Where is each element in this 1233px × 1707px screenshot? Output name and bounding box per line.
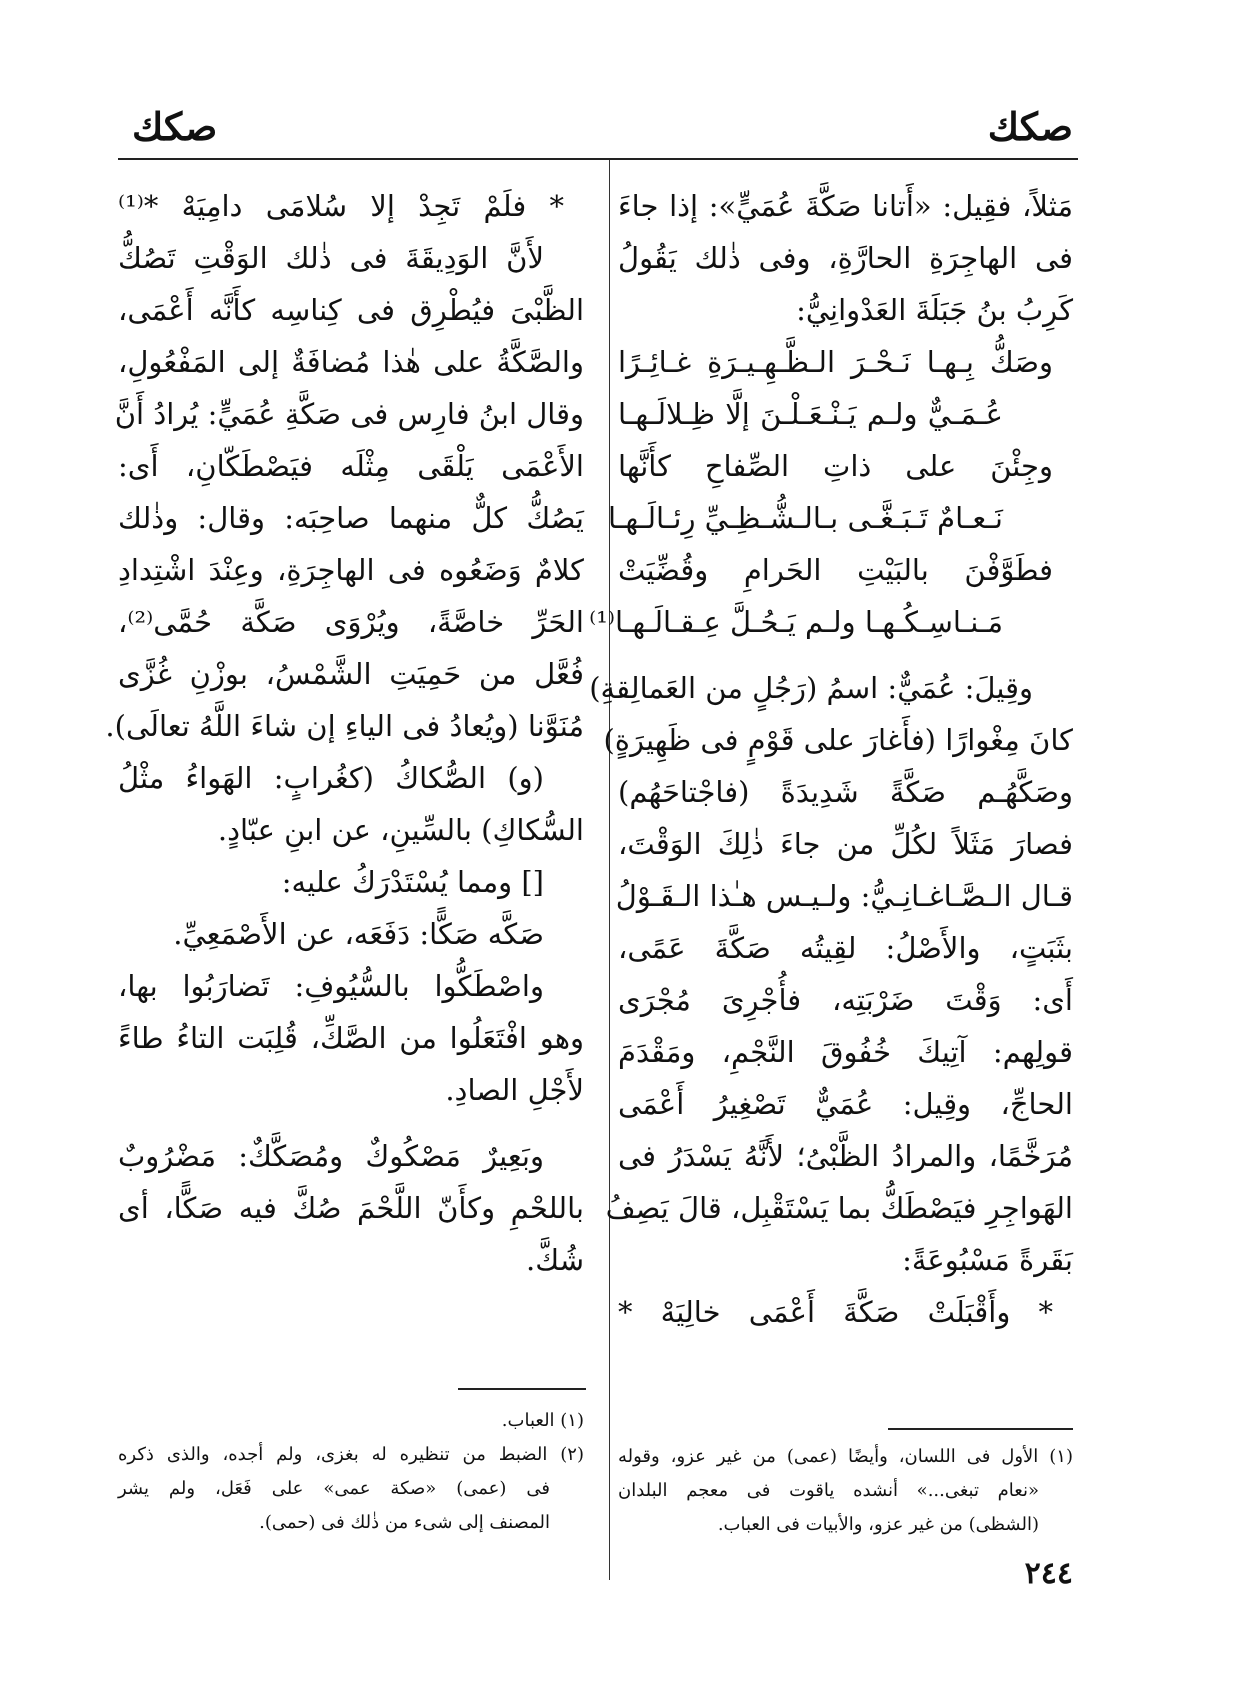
text-line: بثَبَتٍ، والأَصْلُ: لقِيتُه صَكَّةَ عَمًى، [618,931,1073,965]
text-line: الظَّبْىَ فيُطْرِق فى كِناسِه كأَنَّه أَعْمَى، [118,293,584,327]
section-marker-line: [] ومما يُسْتَدْرَكُ عليه: [281,865,544,899]
text-line: مُرَخَّمًا، والمرادُ الظَّبْىُ؛ لأَنَّهُ يَسْدَرُ فى [618,1139,1073,1173]
footnote-line: (١) الأول فى اللسان، وأيضًا (عمى) من غير عزو، وقوله [618,1446,1073,1467]
verse-line: عُـمَـيٌّ ولـم يَـنْـعَـلْـنَ إلَّا ظِـلالَـهـا [618,397,1003,431]
text-line: الحاجِّ، وقِيل: عُمَيٌّ تَصْغِيرُ أَعْمَى [618,1087,1073,1121]
text-line: صَكَّه صَكًّا: دَفَعَه، عن الأَصْمَعِيِّ. [173,917,544,951]
text-line: باللحْمِ وكأَنّ اللَّحْمَ صُكَّ فيه صَكًّا، أى [118,1191,584,1225]
text-line: الحَرِّ خاصَّةً، ويُرْوَى صَكَّة حُمَّى⁽²⁾، [118,605,584,639]
footnote-line: (الشظى) من غير عزو، والأبيات فى العباب. [717,1514,1039,1535]
footnote-line: المصنف إلى شىء من ذٰلك فى (حمى). [259,1512,550,1533]
verse-line: وصَكُّ بِـهـا نَـحْـرَ الـظَّـهِـيـرَةِ غـائِـرًا [618,345,1053,379]
verse-line: نَـعـامٌ تَـبَـغَّـى بـالـشُّـظِـيِّ رِئـالَـهـا [608,501,1003,535]
page-number: ٢٤٤ [1024,1556,1073,1591]
text-line: وقِيلَ: عُمَيٌّ: اسمُ (رَجُلٍ من العَمالِقةِ) [589,671,1033,705]
paragraph-gap [618,648,1073,662]
footnote-line: فى (عمى) «صكة عمى» على فَعَل، ولم يشر [118,1478,550,1499]
footnotes-right [618,1440,1073,1542]
text-line: واصْطَكُّوا بالسُّيُوفِ: تَضارَبُوا بها، [118,969,544,1003]
footnote-line: (١) العباب. [501,1410,584,1431]
text-line: فُعَّل من حَمِيَتِ الشَّمْسُ، بوزْنِ غُزَّى [118,657,584,691]
text-line: فصارَ مَثَلاً لكُلِّ من جاءَ ذٰلِكَ الوَقْتَ، [618,827,1073,861]
text-line: شُكَّ. [526,1243,584,1277]
text-line: فى الهاجِرَةِ الحارَّةِ، وفى ذٰلك يَقُولُ [618,241,1073,275]
text-line: كَرِبُ بنُ جَبَلَةَ العَدْوانِيُّ: [796,293,1073,327]
text-line: وبَعِيرٌ مَصْكُوكٌ ومُصَكَّكٌ: مَضْرُوبٌ [118,1139,544,1173]
text-line: أَى: وَقْتَ ضَرْبَتِه، فأُجْرِىَ مُجْرَى [618,983,1073,1017]
text-line: (و) الصُّكاكُ (كغُرابٍ: الهَواءُ مثْلُ [118,761,544,795]
verse-line: مَـنـاسِـكُـهـا ولـم يَـحُـلَّ عِـقـالَـهـا⁽¹⁾ [589,605,1003,639]
text-line: كلامٌ وَضَعُوه فى الهاجِرَةِ، وعِنْدَ اشْتِدادِ [118,553,584,587]
text-line: لأَنَّ الوَدِيقَةَ فى ذٰلك الوَقْتِ تَصُكُّ [118,241,544,275]
page-header-right: صكك [987,104,1073,149]
text-line: وقال ابنُ فارِس فى صَكَّةِ عُمَيٍّ: يُرادُ أَنَّ [114,397,584,431]
paragraph-gap [118,1116,584,1130]
text-line: لأَجْلِ الصادِ. [445,1073,584,1107]
text-line: كانَ مِغْوارًا (فأَغارَ على قَوْمٍ فى ظَهِيرَةٍ) [603,723,1073,757]
text-line: وصَكَّهُـم صَكَّةً شَدِيدَةً (فاجْتاحَهُم) [618,775,1073,809]
text-line: قولِهم: آتِيكَ خُفُوقَ النَّجْمِ، ومَقْدَمَ [618,1035,1073,1069]
footnote-rule-left [458,1388,586,1390]
verse-line: * فلَمْ تَجِدْ إلا سُلامَى دامِيَهْ *⁽¹⁾ [118,189,564,223]
footnote-line: «نعام تبغى...» أنشده ياقوت فى معجم البلدان [618,1480,1039,1501]
right-column [589,180,1073,1338]
text-line: قـال الـصَّـاغـانِـيُّ: ولـيـس هـٰذا الـقَـوْلُ [615,879,1073,913]
text-line: والصَّكَّةُ على هٰذا مُضافَةٌ إلى المَفْعُولِ، [118,345,584,379]
text-line: مَثلاً، فقِيل: «أَتانا صَكَّةَ عُمَيٍّ»: إذا جاءَ [618,189,1073,223]
text-line: يَصُكُّ كلٌّ منهما صاحِبَه: وقال: وذٰلك [118,501,584,535]
text-line: الأَعْمَى يَلْقَى مِثْلَه فيَصْطَكّانِ، أَى: [118,449,584,483]
text-line: مُنَوَّنا (ويُعادُ فى الياءِ إن شاءَ اللَّهُ تعالَى). [105,709,584,743]
header-rule [118,158,1078,160]
left-column [105,180,584,1286]
column-divider [609,160,610,1580]
page-header-left: صكك [132,104,218,149]
verse-line: * وأَقْبَلَتْ صَكَّةَ أَعْمَى خالِيَهْ * [618,1295,1053,1329]
footnotes-left [118,1404,584,1540]
text-line: بَقَرةً مَسْبُوعَةً: [902,1243,1073,1277]
footnote-line: (٢) الضبط من تنظيره له بغزى، ولم أجده، والذى ذكره [118,1444,584,1465]
verse-line: فطَوَّفْنَ بالبَيْتِ الحَرامِ وقُضِّيَتْ [618,553,1053,587]
text-line: السُّكاكِ) بالسِّينِ، عن ابنِ عبّادٍ. [217,813,584,847]
text-line: وهو افْتَعَلُوا من الصَّكِّ، قُلِبَت التاءُ طاءً [118,1021,584,1055]
text-line: الهَواجِرِ فيَصْطَكُّ بما يَسْتَقْبِل، قالَ يَصِفُ [605,1191,1073,1225]
footnote-rule-right [888,1428,1073,1430]
verse-line: وجِئْنَ على ذاتِ الصِّفاحِ كأَنَّها [618,449,1053,483]
